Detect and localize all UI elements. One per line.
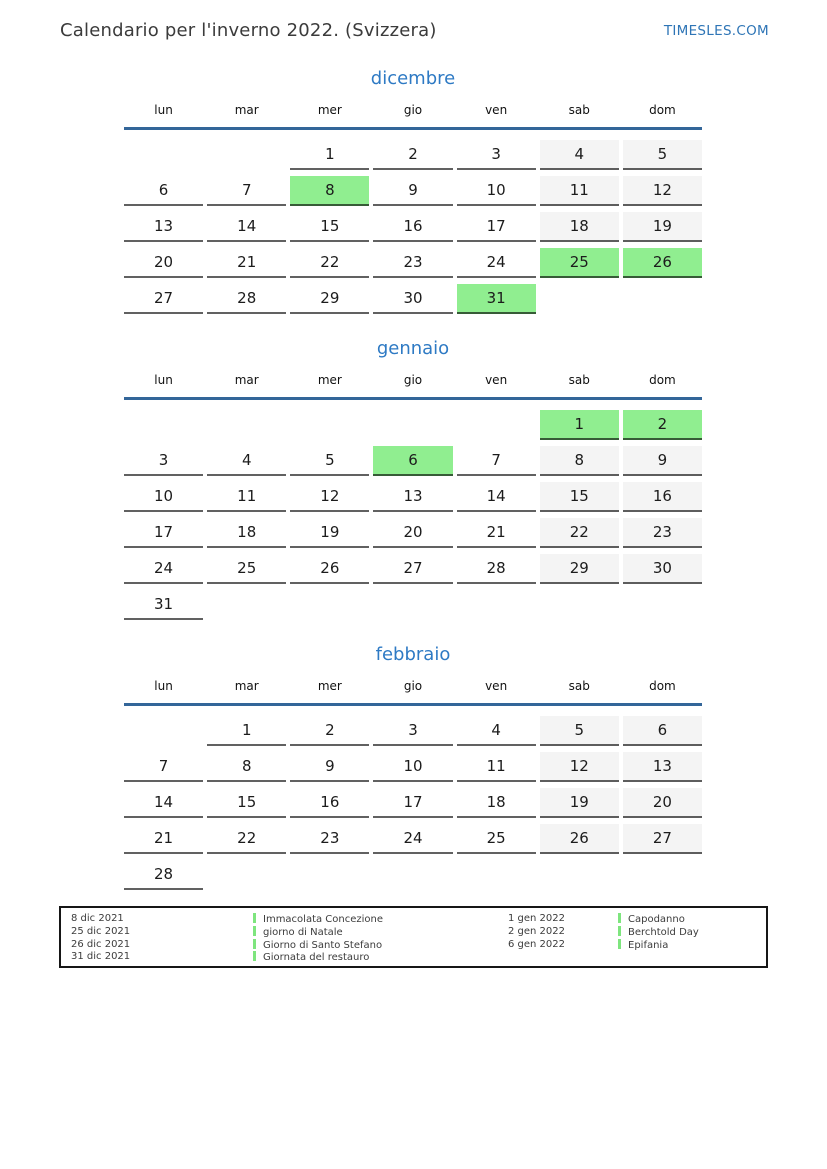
day-cell-gennaio-31: 31 xyxy=(124,590,203,620)
holiday-marker-icon xyxy=(253,913,256,923)
day-cell-dicembre-25: 25 xyxy=(540,248,619,278)
legend-date: 25 dic 2021 xyxy=(71,925,131,937)
empty-cell xyxy=(457,410,536,438)
legend-date xyxy=(498,951,618,964)
day-cell-febbraio-26: 26 xyxy=(540,824,619,854)
day-cell-gennaio-2: 2 xyxy=(623,410,702,440)
weeks-febbraio xyxy=(124,716,702,890)
legend-date: 8 dic 2021 xyxy=(71,913,124,924)
day-cell-dicembre-31: 31 xyxy=(457,284,536,314)
day-cell-dicembre-21: 21 xyxy=(207,248,286,278)
weekday-label-sab: sab xyxy=(568,679,590,693)
day-cell-dicembre-10: 10 xyxy=(457,176,536,206)
legend-box xyxy=(59,906,768,968)
empty-cell xyxy=(373,860,452,888)
day-cell-gennaio-26: 26 xyxy=(290,554,369,584)
week-row xyxy=(124,410,702,440)
weekday-label-sab: sab xyxy=(568,103,590,117)
week-row xyxy=(124,518,702,548)
day-cell-dicembre-5: 5 xyxy=(623,140,702,170)
legend-holiday-name: Giornata del restauro xyxy=(253,951,498,964)
day-cell-gennaio-21: 21 xyxy=(457,518,536,548)
day-cell-dicembre-28: 28 xyxy=(207,284,286,314)
weekday-header-row xyxy=(124,370,702,400)
empty-cell xyxy=(623,284,702,312)
day-cell-gennaio-22: 22 xyxy=(540,518,619,548)
day-cell-gennaio-19: 19 xyxy=(290,518,369,548)
day-cell-febbraio-12: 12 xyxy=(540,752,619,782)
day-cell-febbraio-11: 11 xyxy=(457,752,536,782)
day-cell-gennaio-6: 6 xyxy=(373,446,452,476)
day-cell-dicembre-9: 9 xyxy=(373,176,452,206)
day-cell-gennaio-17: 17 xyxy=(124,518,203,548)
day-cell-febbraio-24: 24 xyxy=(373,824,452,854)
day-cell-dicembre-1: 1 xyxy=(290,140,369,170)
empty-cell xyxy=(623,860,702,888)
week-row xyxy=(124,284,702,314)
day-cell-febbraio-7: 7 xyxy=(124,752,203,782)
legend-grid xyxy=(61,908,766,964)
empty-cell xyxy=(290,860,369,888)
day-cell-febbraio-19: 19 xyxy=(540,788,619,818)
weekday-label-ven: ven xyxy=(485,679,508,693)
legend-holiday-name: Giorno di Santo Stefano xyxy=(253,939,498,952)
day-cell-dicembre-6: 6 xyxy=(124,176,203,206)
day-cell-febbraio-18: 18 xyxy=(457,788,536,818)
holiday-marker-icon xyxy=(253,926,256,936)
empty-cell xyxy=(207,140,286,168)
weekday-label-dom: dom xyxy=(649,103,676,117)
month-title-dicembre: dicembre xyxy=(370,68,456,89)
legend-date: 26 dic 2021 xyxy=(71,938,131,950)
day-cell-febbraio-13: 13 xyxy=(623,752,702,782)
day-cell-dicembre-12: 12 xyxy=(623,176,702,206)
weekday-label-mer: mer xyxy=(317,679,342,693)
day-cell-dicembre-16: 16 xyxy=(373,212,452,242)
page-title: Calendario per l'inverno 2022. (Svizzera) xyxy=(60,20,437,41)
holiday-marker-icon xyxy=(253,939,256,949)
day-cell-gennaio-8: 8 xyxy=(540,446,619,476)
holiday-marker-icon xyxy=(618,939,621,949)
month-title-febbraio: febbraio xyxy=(375,644,451,665)
day-cell-dicembre-7: 7 xyxy=(207,176,286,206)
holiday-marker-icon xyxy=(618,913,621,923)
day-cell-febbraio-2: 2 xyxy=(290,716,369,746)
day-cell-gennaio-11: 11 xyxy=(207,482,286,512)
day-cell-gennaio-9: 9 xyxy=(623,446,702,476)
day-cell-dicembre-8: 8 xyxy=(290,176,369,206)
day-cell-febbraio-25: 25 xyxy=(457,824,536,854)
holiday-marker-icon xyxy=(618,926,621,936)
day-cell-dicembre-17: 17 xyxy=(457,212,536,242)
day-cell-febbraio-14: 14 xyxy=(124,788,203,818)
empty-cell xyxy=(457,590,536,618)
day-cell-gennaio-15: 15 xyxy=(540,482,619,512)
week-row xyxy=(124,590,702,620)
legend-date: 2 gen 2022 xyxy=(508,925,566,937)
day-cell-dicembre-13: 13 xyxy=(124,212,203,242)
empty-cell xyxy=(540,590,619,618)
legend-holiday-name xyxy=(618,951,766,964)
day-cell-dicembre-20: 20 xyxy=(124,248,203,278)
day-cell-febbraio-27: 27 xyxy=(623,824,702,854)
week-row xyxy=(124,212,702,242)
day-cell-febbraio-28: 28 xyxy=(124,860,203,890)
weeks-dicembre xyxy=(124,140,702,314)
day-cell-dicembre-18: 18 xyxy=(540,212,619,242)
day-cell-febbraio-4: 4 xyxy=(457,716,536,746)
week-row xyxy=(124,824,702,854)
week-row xyxy=(124,446,702,476)
day-cell-gennaio-20: 20 xyxy=(373,518,452,548)
day-cell-gennaio-3: 3 xyxy=(124,446,203,476)
week-row xyxy=(124,176,702,206)
week-row xyxy=(124,482,702,512)
legend-holiday-name: Berchtold Day xyxy=(618,926,766,939)
day-cell-gennaio-13: 13 xyxy=(373,482,452,512)
day-cell-gennaio-16: 16 xyxy=(623,482,702,512)
legend-date: 6 gen 2022 xyxy=(508,938,566,950)
empty-cell xyxy=(207,410,286,438)
legend-holiday-name: Immacolata Concezione xyxy=(253,913,498,926)
legend-date: 31 dic 2021 xyxy=(71,951,131,963)
day-cell-dicembre-3: 3 xyxy=(457,140,536,170)
day-cell-febbraio-16: 16 xyxy=(290,788,369,818)
day-cell-gennaio-18: 18 xyxy=(207,518,286,548)
legend-date: 1 gen 2022 xyxy=(508,913,566,924)
day-cell-febbraio-9: 9 xyxy=(290,752,369,782)
day-cell-febbraio-15: 15 xyxy=(207,788,286,818)
day-cell-dicembre-24: 24 xyxy=(457,248,536,278)
empty-cell xyxy=(207,860,286,888)
empty-cell xyxy=(124,410,203,438)
month-title-gennaio: gennaio xyxy=(376,338,450,359)
day-cell-gennaio-5: 5 xyxy=(290,446,369,476)
day-cell-febbraio-5: 5 xyxy=(540,716,619,746)
day-cell-dicembre-29: 29 xyxy=(290,284,369,314)
weekday-header-row xyxy=(124,100,702,130)
weekday-label-mar: mar xyxy=(234,679,259,693)
day-cell-gennaio-1: 1 xyxy=(540,410,619,440)
day-cell-gennaio-14: 14 xyxy=(457,482,536,512)
day-cell-gennaio-30: 30 xyxy=(623,554,702,584)
day-cell-gennaio-23: 23 xyxy=(623,518,702,548)
week-row xyxy=(124,554,702,584)
month-section-febbraio xyxy=(124,642,702,890)
day-cell-gennaio-7: 7 xyxy=(457,446,536,476)
week-row xyxy=(124,140,702,170)
day-cell-dicembre-14: 14 xyxy=(207,212,286,242)
day-cell-dicembre-26: 26 xyxy=(623,248,702,278)
weekday-label-gio: gio xyxy=(403,103,423,117)
day-cell-dicembre-22: 22 xyxy=(290,248,369,278)
weekday-label-gio: gio xyxy=(403,679,423,693)
day-cell-dicembre-4: 4 xyxy=(540,140,619,170)
day-cell-febbraio-21: 21 xyxy=(124,824,203,854)
empty-cell xyxy=(540,860,619,888)
page-header xyxy=(60,20,769,41)
calendars xyxy=(124,66,702,896)
day-cell-dicembre-30: 30 xyxy=(373,284,452,314)
legend-holiday-name: giorno di Natale xyxy=(253,926,498,939)
weekday-label-lun: lun xyxy=(154,103,173,117)
day-cell-dicembre-15: 15 xyxy=(290,212,369,242)
empty-cell xyxy=(290,590,369,618)
weekday-label-mar: mar xyxy=(234,103,259,117)
week-row xyxy=(124,860,702,890)
legend-holiday-name: Capodanno xyxy=(618,913,766,926)
day-cell-febbraio-6: 6 xyxy=(623,716,702,746)
week-row xyxy=(124,248,702,278)
day-cell-febbraio-22: 22 xyxy=(207,824,286,854)
day-cell-dicembre-11: 11 xyxy=(540,176,619,206)
weekday-label-dom: dom xyxy=(649,373,676,387)
day-cell-gennaio-12: 12 xyxy=(290,482,369,512)
empty-cell xyxy=(207,590,286,618)
weekday-label-mar: mar xyxy=(234,373,259,387)
day-cell-gennaio-28: 28 xyxy=(457,554,536,584)
day-cell-dicembre-19: 19 xyxy=(623,212,702,242)
month-section-gennaio xyxy=(124,336,702,620)
day-cell-gennaio-29: 29 xyxy=(540,554,619,584)
weekday-label-gio: gio xyxy=(403,373,423,387)
weekday-header-row xyxy=(124,676,702,706)
empty-cell xyxy=(373,590,452,618)
weekday-label-sab: sab xyxy=(568,373,590,387)
weekday-label-dom: dom xyxy=(649,679,676,693)
day-cell-febbraio-3: 3 xyxy=(373,716,452,746)
month-section-dicembre xyxy=(124,66,702,314)
weekday-label-lun: lun xyxy=(154,679,173,693)
site-link[interactable]: TIMESLES.COM xyxy=(663,23,769,39)
weekday-label-lun: lun xyxy=(154,373,173,387)
weekday-label-mer: mer xyxy=(317,373,342,387)
day-cell-gennaio-25: 25 xyxy=(207,554,286,584)
day-cell-febbraio-17: 17 xyxy=(373,788,452,818)
empty-cell xyxy=(290,410,369,438)
day-cell-febbraio-10: 10 xyxy=(373,752,452,782)
day-cell-gennaio-24: 24 xyxy=(124,554,203,584)
day-cell-febbraio-23: 23 xyxy=(290,824,369,854)
day-cell-gennaio-27: 27 xyxy=(373,554,452,584)
legend-holiday-name: Epifania xyxy=(618,939,766,952)
day-cell-dicembre-23: 23 xyxy=(373,248,452,278)
empty-cell xyxy=(124,140,203,168)
weekday-label-mer: mer xyxy=(317,103,342,117)
day-cell-gennaio-10: 10 xyxy=(124,482,203,512)
day-cell-febbraio-1: 1 xyxy=(207,716,286,746)
weekday-label-ven: ven xyxy=(485,373,508,387)
week-row xyxy=(124,716,702,746)
day-cell-gennaio-4: 4 xyxy=(207,446,286,476)
empty-cell xyxy=(373,410,452,438)
empty-cell xyxy=(124,716,203,744)
empty-cell xyxy=(457,860,536,888)
weeks-gennaio xyxy=(124,410,702,620)
week-row xyxy=(124,752,702,782)
empty-cell xyxy=(623,590,702,618)
day-cell-dicembre-2: 2 xyxy=(373,140,452,170)
holiday-marker-icon xyxy=(253,951,256,961)
empty-cell xyxy=(540,284,619,312)
day-cell-febbraio-8: 8 xyxy=(207,752,286,782)
week-row xyxy=(124,788,702,818)
weekday-label-ven: ven xyxy=(485,103,508,117)
day-cell-dicembre-27: 27 xyxy=(124,284,203,314)
day-cell-febbraio-20: 20 xyxy=(623,788,702,818)
